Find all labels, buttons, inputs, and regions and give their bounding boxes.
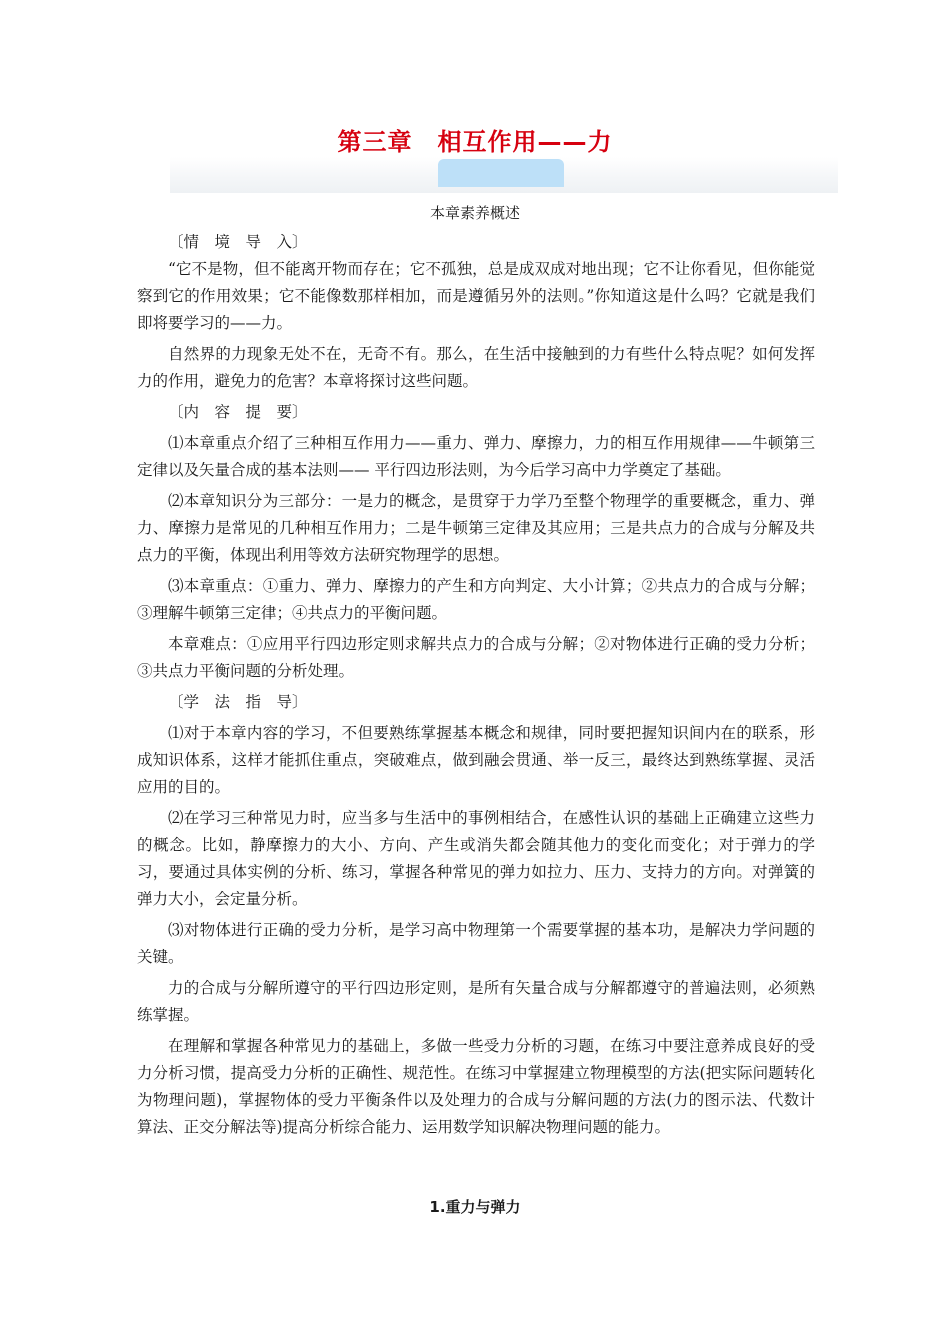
heading-study-guide: 〔学 法 指 导〕: [168, 693, 308, 711]
title-decoration-tab: [438, 159, 564, 187]
chapter-title: 第三章 相互作用——力: [337, 128, 613, 156]
paragraph: 自然界的力现象无处不在，无奇不有。那么，在生活中接触到的力有些什么特点呢？如何发挥力的作用，避免力的危害？本章将探讨这些问题。: [137, 345, 815, 390]
paragraph: 本章难点：①应用平行四边形定则求解共点力的合成与分解；②对物体进行正确的受力分析；③共点力平衡问题的分析处理。: [137, 635, 815, 680]
heading-situation-intro: 〔情 境 导 入〕: [168, 233, 308, 251]
section-title: 1.重力与弹力: [429, 1198, 521, 1216]
paragraph: ⑶对物体进行正确的受力分析，是学习高中物理第一个需要掌握的基本功，是解决力学问题的关键。: [137, 921, 815, 966]
paragraph: ⑴本章重点介绍了三种相互作用力——重力、弹力、摩擦力，力的相互作用规律——牛顿第三定律以及矢量合成的基本法则—— 平行四边形法则，为今后学习高中力学奠定了基础。: [137, 434, 815, 479]
paragraph: ⑴对于本章内容的学习，不但要熟练掌握基本概念和规律，同时要把握知识间内在的联系，形成知识体系，这样才能抓住重点，突破难点，做到融会贯通、举一反三，最终达到熟练掌握、灵活应用的目的。: [137, 724, 815, 796]
heading-content-summary: 〔内 容 提 要〕: [168, 403, 308, 421]
paragraph: ⑶本章重点：①重力、弹力、摩擦力的产生和方向判定、大小计算；②共点力的合成与分解；③理解牛顿第三定律；④共点力的平衡问题。: [137, 577, 815, 622]
paragraph: 在理解和掌握各种常见力的基础上，多做一些受力分析的习题，在练习中要注意养成良好的受力分析习惯，提高受力分析的正确性、规范性。在练习中掌握建立物理模型的方法(把实际问题转化为物理问题)，掌握物体的受力平衡条件以及处理力的合成与分解问题的方法(力的图示法、代数计算法、正交分解法等)提高分析综合能力、运用数学知识解决物理问题的能力。: [137, 1037, 815, 1136]
paragraph: “它不是物，但不能离开物而存在；它不孤独，总是成双成对地出现；它不让你看见，但你能觉察到它的作用效果；它不能像数那样相加，而是遵循另外的法则。”你知道这是什么吗？它就是我们即将要学习的——力。: [137, 260, 815, 332]
paragraph: ⑵本章知识分为三部分：一是力的概念，是贯穿于力学乃至整个物理学的重要概念，重力、弹力、摩擦力是常见的几种相互作用力；二是牛顿第三定律及其应用；三是共点力的合成与分解及共点力的平衡，体现出利用等效方法研究物理学的思想。: [137, 492, 815, 564]
section-subtitle: 本章素养概述: [429, 204, 520, 222]
paragraph: ⑵在学习三种常见力时，应当多与生活中的事例相结合，在感性认识的基础上正确建立这些力的概念。比如，静摩擦力的大小、方向、产生或消失都会随其他力的变化而变化；对于弹力的学习，要通过具体实例的分析、练习，掌握各种常见的弹力如拉力、压力、支持力的方向。对弹簧的弹力大小，会定量分析。: [137, 809, 815, 908]
paragraph: 力的合成与分解所遵守的平行四边形定则，是所有矢量合成与分解都遵守的普遍法则，必须熟练掌握。: [137, 979, 815, 1024]
body-text: [137, 229, 815, 1141]
